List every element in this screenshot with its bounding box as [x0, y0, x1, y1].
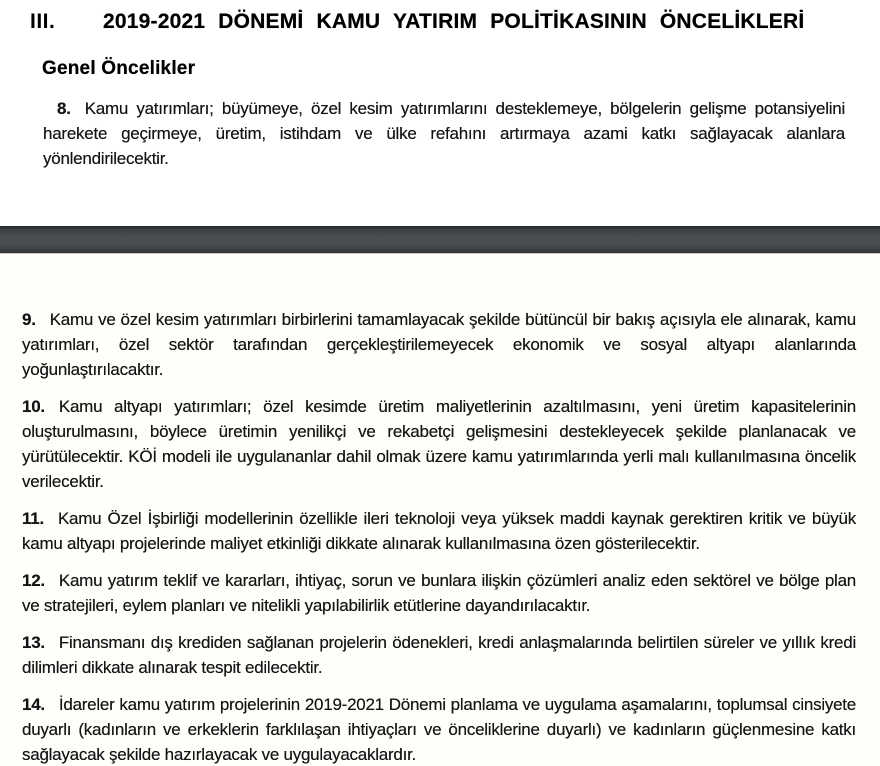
- paragraph-10: [22, 394, 856, 494]
- section-heading: [30, 8, 845, 36]
- paragraph-number: 10.: [22, 397, 45, 416]
- paragraph-number: 14.: [22, 695, 45, 714]
- paragraph-text: İdareler kamu yatırım projelerinin 2019-2021 Dönemi planlama ve uygulama aşamalarını, toplumsal cinsiyete duyarlı (kadınların ve erkeklerin farklılaşan ihtiyaçları ve önceliklerine duyarlı) ve kadınların güçlenmesine katkı sağlayacak şekilde hazırlayacak ve uygulayacaklardır.: [22, 695, 856, 764]
- paragraph-text: Kamu Özel İşbirliği modellerinin özellikle ileri teknoloji veya yüksek maddi kaynak gerektiren kritik ve büyük kamu altyapı projelerinde maliyet etkinliği dikkate alınarak kullanılmasına özen gösterilecektir.: [22, 509, 856, 553]
- paragraph-text: Kamu ve özel kesim yatırımları birbirlerini tamamlayacak şekilde bütüncül bir bakış açısıyla ele alınarak, kamu yatırımları, özel sektör tarafından gerçekleştirilemeyecek ekonomik ve sosyal altyapı alanlarında yoğunlaştırılacaktır.: [22, 310, 856, 379]
- lower-page-section: [0, 254, 880, 766]
- paragraph-9: [22, 307, 856, 382]
- paragraph-11: [22, 506, 856, 556]
- paragraph-number: 12.: [22, 571, 45, 590]
- separator-bar: [0, 226, 880, 254]
- paragraph-text: Finansmanı dış krediden sağlanan projelerin ödenekleri, kredi anlaşmalarında belirtilen süreler ve yıllık kredi dilimleri dikkate alınarak tespit edilecektir.: [22, 633, 856, 677]
- paragraph-text: Kamu yatırım teklif ve kararları, ihtiyaç, sorun ve bunlara ilişkin çözümleri analiz eden sektörel ve bölge plan ve stratejileri, eylem planları ve nitelikli yapılabilirlik etütlerine dayandırılacaktır.: [22, 571, 856, 615]
- paragraph-13: [22, 630, 856, 680]
- paragraph-number: 11.: [22, 509, 44, 528]
- subsection-title: Genel Öncelikler: [42, 58, 196, 79]
- paragraph-number: 9.: [22, 310, 36, 329]
- paragraph-text: Kamu altyapı yatırımları; özel kesimde üretim maliyetlerinin azaltılmasını, yeni üretim kapasitelerinin oluşturulmasını, böylece üretimin yenilikçi ve rekabetçi gelişmesini destekleyecek şekilde planlanacak ve yürütülecektir. KÖİ modeli ile uygulananlar dahil olmak üzere kamu yatırımlarında yerli malı kullanılmasına öncelik verilecektir.: [22, 397, 856, 491]
- paragraph-number: 13.: [22, 633, 45, 652]
- paragraph-8: [43, 96, 845, 171]
- paragraph-14: [22, 692, 856, 766]
- paragraph-number: 8.: [57, 99, 71, 118]
- paragraph-12: [22, 568, 856, 618]
- page-title: 2019-2021 DÖNEMİ KAMU YATIRIM POLİTİKASININ ÖNCELİKLERİ: [103, 10, 805, 33]
- paragraph-text: Kamu yatırımları; büyümeye, özel kesim yatırımlarını desteklemeye, bölgelerin gelişme potansiyelini harekete geçirmeye, üretim, istihdam ve ülke refahını artırmaya azami katkı sağlayacak alanlara yönlendirilecektir.: [43, 99, 845, 168]
- section-number: III.: [30, 10, 56, 33]
